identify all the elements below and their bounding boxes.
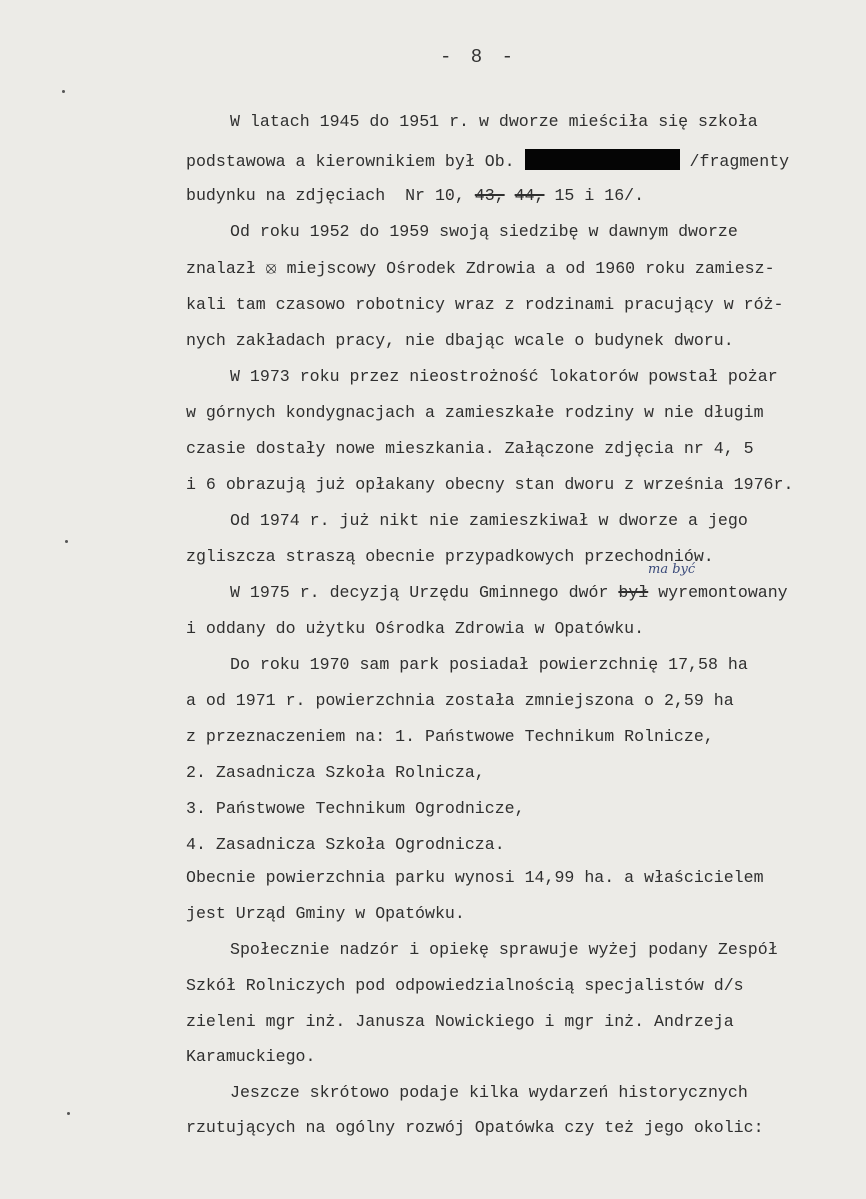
- text-line: Od roku 1952 do 1959 swoją siedzibę w dawnym dworze: [230, 222, 738, 241]
- page-number: - 8 -: [440, 46, 518, 68]
- text-line: 4. Zasadnicza Szkoła Ogrodnicza.: [186, 835, 505, 854]
- handwritten-correction: ma być: [648, 562, 696, 577]
- text-line: Jeszcze skrótowo podaje kilka wydarzeń historycznych: [230, 1083, 748, 1102]
- text-line: [230, 583, 788, 603]
- text-line: i 6 obrazują już opłakany obecny stan dworu z września 1976r.: [186, 475, 794, 494]
- text-segment: podstawowa a kierownikiem był Ob.: [186, 152, 525, 171]
- text-line: Od 1974 r. już nikt nie zamieszkiwał w dworze a jego: [230, 511, 748, 530]
- text-line: Szkół Rolniczych pod odpowiedzialnością specjalistów d/s: [186, 976, 744, 995]
- text-line: kali tam czasowo robotnicy wraz z rodzinami pracujący w róż-: [186, 295, 784, 314]
- text-line: [186, 149, 789, 172]
- text-segment: W 1975 r. decyzją Urzędu Gminnego dwór: [230, 583, 619, 602]
- text-line: w górnych kondygnacjach a zamieszkałe rodziny w nie długim: [186, 403, 764, 422]
- text-line: czasie dostały nowe mieszkania. Załączone zdjęcia nr 4, 5: [186, 439, 754, 458]
- text-line: i oddany do użytku Ośrodka Zdrowia w Opatówku.: [186, 619, 645, 638]
- text-segment: /fragmenty: [679, 152, 790, 171]
- paper-speck: [67, 1112, 70, 1115]
- text-line: Do roku 1970 sam park posiadał powierzchnię 17,58 ha: [230, 655, 748, 674]
- text-line: 3. Państwowe Technikum Ogrodnicze,: [186, 799, 525, 818]
- struck-text: był: [618, 583, 649, 602]
- text-line: Społecznie nadzór i opiekę sprawuje wyżej podany Zespół: [230, 940, 778, 959]
- text-line: Karamuckiego.: [186, 1047, 316, 1066]
- redacted-name-block: [525, 149, 680, 170]
- text-line: znalazł ⦻ miejscowy Ośrodek Zdrowia a od 1960 roku zamiesz-: [186, 259, 775, 278]
- text-line: zgliszcza straszą obecnie przypadkowych przechodniów.: [186, 547, 714, 566]
- text-segment: budynku na zdjęciach Nr 10,: [186, 186, 475, 205]
- paper-speck: [62, 90, 65, 93]
- text-line: rzutujących na ogólny rozwój Opatówka czy też jego okolic:: [186, 1118, 764, 1137]
- text-line: nych zakładach pracy, nie dbając wcale o budynek dworu.: [186, 331, 734, 350]
- struck-text: 44,: [514, 186, 545, 205]
- text-line: Obecnie powierzchnia parku wynosi 14,99 ha. a właścicielem: [186, 868, 764, 887]
- paper-speck: [65, 540, 68, 543]
- text-line: zieleni mgr inż. Janusza Nowickiego i mgr inż. Andrzeja: [186, 1012, 734, 1031]
- struck-text: 43,: [474, 186, 505, 205]
- text-line: jest Urząd Gminy w Opatówku.: [186, 904, 465, 923]
- text-line: a od 1971 r. powierzchnia została zmniejszona o 2,59 ha: [186, 691, 734, 710]
- text-line: z przeznaczeniem na: 1. Państwowe Technikum Rolnicze,: [186, 727, 714, 746]
- text-line: W latach 1945 do 1951 r. w dworze mieściła się szkoła: [230, 112, 758, 131]
- text-line: W 1973 roku przez nieostrożność lokatorów powstał pożar: [230, 367, 778, 386]
- text-segment: 15 i 16/.: [544, 186, 645, 205]
- text-line: 2. Zasadnicza Szkoła Rolnicza,: [186, 763, 485, 782]
- text-line: [186, 186, 644, 206]
- text-segment: wyremontowany: [648, 583, 788, 602]
